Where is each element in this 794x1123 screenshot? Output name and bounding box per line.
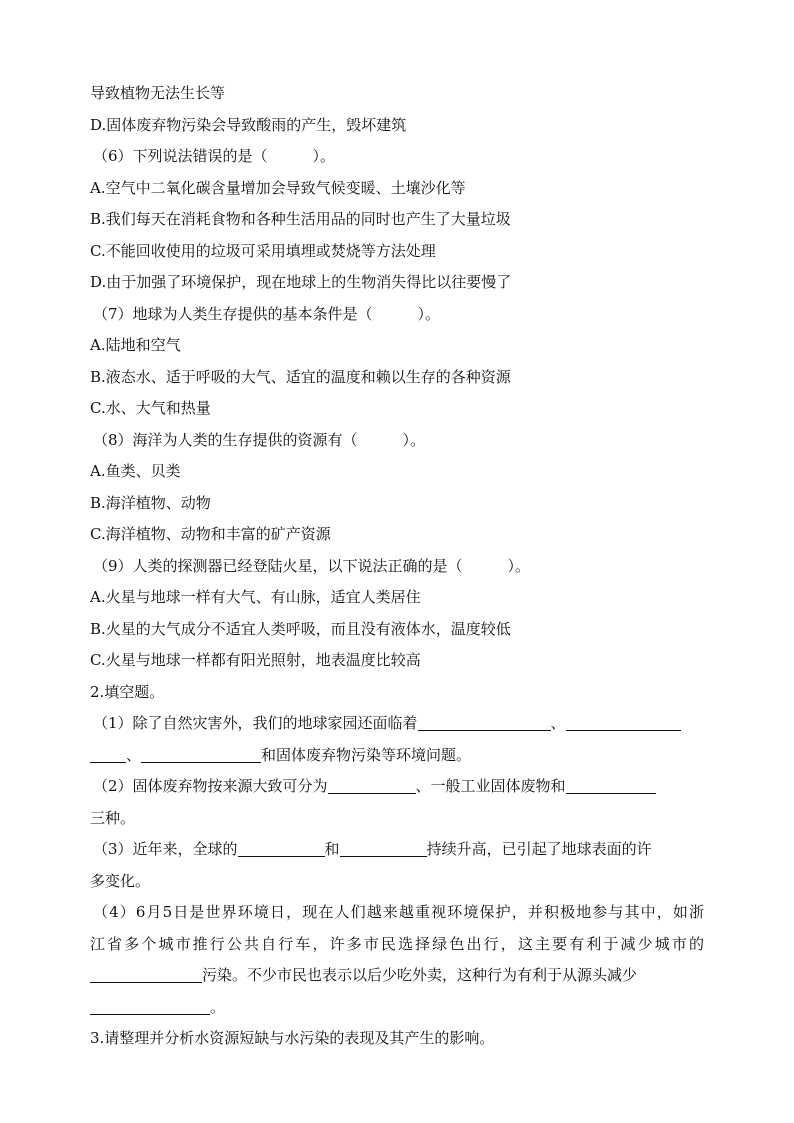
fill-q4-line1 — [90, 897, 704, 929]
fill-q2-text: （2）固体废弃物按来源大致可分为 — [93, 777, 328, 795]
text-line: B.液态水、适于呼吸的大气、适宜的温度和赖以生存的各种资源 — [90, 367, 511, 386]
answer-blank[interactable] — [566, 776, 656, 794]
text-line: 导致植物无法生长等 — [90, 84, 226, 102]
fill-q1-text: （1）除了自然灾害外，我们的地球家园还面临着 — [93, 714, 418, 732]
fill-q2-line2 — [90, 803, 704, 835]
text-line: B.我们每天在消耗食物和各种生活用品的同时也产生了大量垃圾 — [90, 210, 511, 228]
text-line: （7）地球为人类生存提供的基本条件是（ ）。 — [93, 304, 441, 323]
answer-blank[interactable] — [90, 745, 126, 763]
text-line: C.水、大气和热量 — [90, 399, 211, 417]
text-line: D.固体废弃物污染会导致酸雨的产生，毁坏建筑 — [90, 115, 407, 134]
text-line: D.由于加强了环境保护，现在地球上的生物消失得比以往要慢了 — [90, 273, 512, 291]
question-3 — [90, 1023, 704, 1055]
question-3-text: 3.请整理并分析水资源短缺与水污染的表现及其产生的影响。 — [90, 1029, 495, 1047]
answer-blank[interactable] — [418, 713, 551, 731]
answer-blank[interactable] — [90, 965, 202, 983]
text-line: A.火星与地球一样有大气、有山脉，适宜人类居住 — [90, 588, 421, 606]
text-line: A.陆地和空气 — [90, 336, 181, 354]
fill-q4-text: （4）6月5日是世界环境日，现在人们越来越重视环境保护，并积极地参与其中，如浙 — [93, 903, 704, 921]
text-line: （8）海洋为人类的生存提供的资源有（ ）。 — [93, 430, 426, 449]
text-line: A.空气中二氧化碳含量增加会导致气候变暖、土壤沙化等 — [90, 178, 466, 197]
fill-q3-text: 多变化。 — [90, 871, 151, 890]
answer-blank[interactable] — [90, 997, 210, 1015]
text-line: C.火星与地球一样都有阳光照射，地表温度比较高 — [90, 651, 421, 669]
separator: 、 — [550, 714, 566, 732]
text-line: C.不能回收使用的垃圾可采用填埋或焚烧等方法处理 — [90, 241, 436, 260]
fill-q4-line2 — [90, 929, 704, 961]
worksheet-page — [90, 78, 704, 1055]
text-line: （6）下列说法错误的是（ ）。 — [93, 147, 336, 165]
fill-q4-text: 江省多个城市推行公共自行车，许多市民选择绿色出行，这主要有利于减少城市的 — [90, 934, 704, 953]
fill-q4-line4 — [90, 992, 704, 1024]
separator: 、 — [126, 745, 142, 764]
fill-q3-text: （3）近年来，全球的 — [93, 840, 238, 858]
fill-q1-line1 — [90, 708, 704, 740]
answer-blank[interactable] — [340, 839, 427, 857]
fill-q1-line2 — [90, 740, 704, 772]
text-line: C.海洋植物、动物和丰富的矿产资源 — [90, 525, 331, 543]
answer-blank[interactable] — [141, 745, 261, 763]
fill-q3-text: 持续升高，已引起了地球表面的许 — [426, 840, 652, 858]
text-line: B.海洋植物、动物 — [90, 493, 211, 512]
answer-blank[interactable] — [566, 713, 681, 731]
answer-blank[interactable] — [328, 776, 416, 794]
text-line: （9）人类的探测器已经登陆火星，以下说法正确的是（ ）。 — [93, 556, 531, 575]
fill-q4-text: 污染。不少市民也表示以后少吃外卖，这种行为有利于从源头减少 — [202, 966, 638, 984]
fill-q2-line1 — [90, 771, 704, 803]
question-lines — [90, 78, 704, 708]
answer-blank[interactable] — [238, 839, 325, 857]
text-line: 2.填空题。 — [90, 682, 165, 701]
fill-q4-line3 — [90, 960, 704, 992]
fill-q2-text: 三种。 — [90, 808, 136, 827]
fill-q3-text: 和 — [324, 840, 340, 858]
fill-q2-text: 、一般工业固体废物和 — [415, 777, 566, 795]
text-line: A.鱼类、贝类 — [90, 462, 181, 480]
fill-q1-text: 和固体废弃物污染等环境问题。 — [261, 745, 472, 764]
text-line: B.火星的大气成分不适宜人类呼吸，而且没有液体水，温度较低 — [90, 619, 511, 638]
fill-q4-text: 。 — [210, 997, 226, 1016]
fill-q3-line2 — [90, 866, 704, 898]
fill-q3-line1 — [90, 834, 704, 866]
